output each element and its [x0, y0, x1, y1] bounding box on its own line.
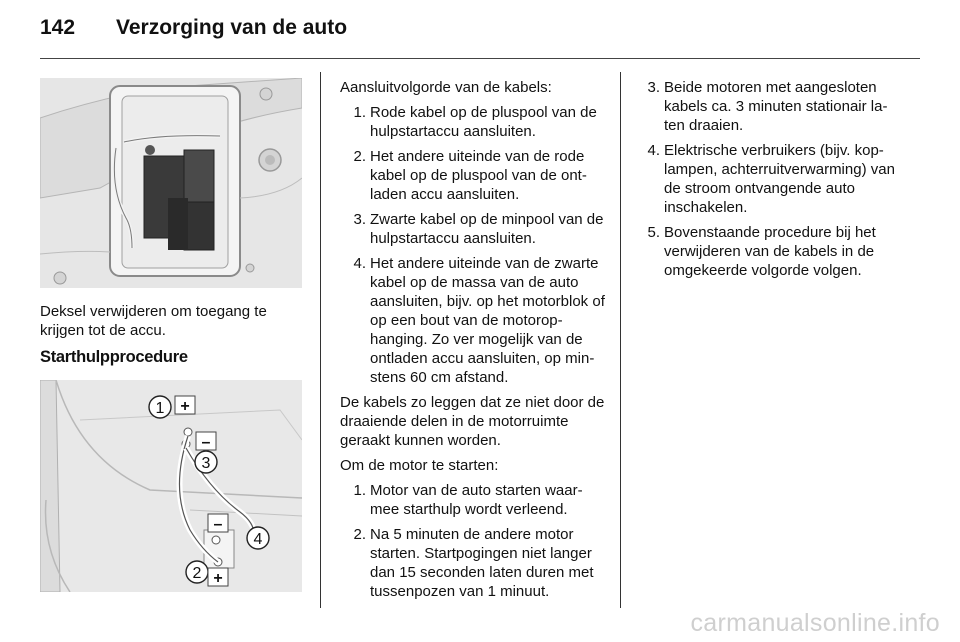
- column-2: [340, 78, 606, 607]
- connection-step: [346, 147, 606, 204]
- page-title: Verzorging van de auto: [116, 16, 348, 39]
- procedure-step: [640, 78, 906, 135]
- column-divider-1: [320, 72, 321, 608]
- connection-order-intro: Aansluitvolgorde van de kabels:: [340, 79, 552, 96]
- callout-4: [247, 527, 269, 549]
- step-text: Elektrische verbruikers (bijv. kop-lampen, achterruitverwarming) van de stroom ontvangende auto inschakelen.: [664, 142, 895, 216]
- callout-2: [186, 561, 208, 583]
- callout-1: [149, 396, 171, 418]
- section-heading: Starthulpprocedure: [40, 348, 188, 366]
- step-text: Na 5 minuten de andere motor starten. Startpogingen niet langer dan 15 seconden laten duren met tussenpozen van 1 minuut.: [370, 526, 594, 600]
- connection-step: [346, 254, 606, 387]
- step-number: 4.: [647, 142, 660, 159]
- figure-caption: Deksel verwijderen om toegang te krijgen tot de accu.: [40, 303, 267, 339]
- step-number: 3.: [353, 211, 366, 228]
- step-number: 1.: [353, 482, 366, 499]
- start-steps-list: [340, 481, 606, 601]
- watermark: carmanualsonline.info: [690, 609, 940, 637]
- step-text: Motor van de auto starten waar-mee starthulp wordt verleend.: [370, 482, 583, 518]
- svg-text:4: 4: [253, 531, 263, 548]
- step-text: Rode kabel op de pluspool van de hulpstartaccu aansluiten.: [370, 104, 597, 140]
- continued-steps-list: [640, 78, 906, 280]
- plus-sign-bottom: [208, 568, 228, 587]
- callout-3: [195, 451, 217, 473]
- page-number: 142: [40, 16, 76, 39]
- start-engine-intro: Om de motor te starten:: [340, 457, 499, 474]
- step-text: Het andere uiteinde van de rode kabel op de pluspool van de ont-laden accu aansluiten.: [370, 148, 587, 203]
- minus-sign-bottom: [208, 514, 228, 533]
- column-3: [640, 78, 906, 286]
- battery-compartment-illustration: [40, 78, 302, 288]
- plus-sign-top: [175, 396, 195, 415]
- procedure-step: [640, 223, 906, 280]
- svg-text:–: –: [213, 516, 223, 533]
- step-number: 2.: [353, 526, 366, 543]
- step-text: Het andere uiteinde van de zwarte kabel op de massa van de auto aansluiten, bijv. op het motorblok of op een bout van de motorop-hanging. Zo ver mogelijk van de ontladen accu aansluiten, op min-stens 60 cm afstand.: [370, 255, 605, 386]
- procedure-step: [640, 141, 906, 217]
- jump-start-diagram: [40, 380, 302, 592]
- step-number: 5.: [647, 224, 660, 241]
- step-number: 2.: [353, 148, 366, 165]
- header-divider: [40, 58, 920, 59]
- column-divider-2: [620, 72, 621, 608]
- connection-steps-list: [340, 103, 606, 387]
- minus-sign-top: [196, 432, 216, 451]
- step-number: 4.: [353, 255, 366, 272]
- svg-text:3: 3: [201, 455, 211, 472]
- start-step: [346, 481, 606, 519]
- svg-text:–: –: [201, 434, 211, 451]
- svg-text:+: +: [180, 398, 190, 415]
- step-number: 3.: [647, 79, 660, 96]
- connection-step: [346, 210, 606, 248]
- connection-step: [346, 103, 606, 141]
- cable-routing-note: De kabels zo leggen dat ze niet door de draaiende delen in de motorruimte geraakt kunnen worden.: [340, 394, 605, 449]
- svg-text:1: 1: [155, 400, 165, 417]
- page-header: [40, 16, 920, 46]
- start-step: [346, 525, 606, 601]
- step-text: Beide motoren met aangesloten kabels ca. 3 minuten stationair la-ten draaien.: [664, 79, 888, 134]
- step-number: 1.: [353, 104, 366, 121]
- step-text: Bovenstaande procedure bij het verwijderen van de kabels in de omgekeerde volgorde volgen.: [664, 224, 876, 279]
- svg-text:2: 2: [192, 565, 202, 582]
- svg-text:+: +: [213, 570, 223, 587]
- step-text: Zwarte kabel op de minpool van de hulpstartaccu aansluiten.: [370, 211, 604, 247]
